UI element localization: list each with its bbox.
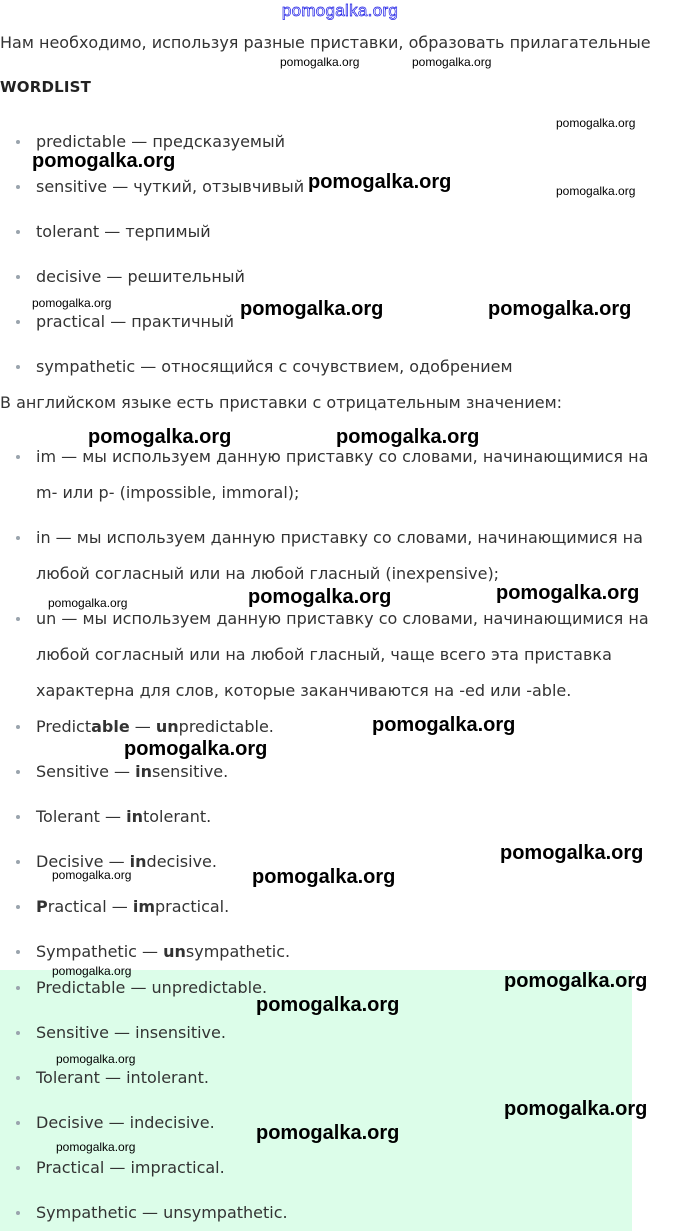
bullet-icon [16, 770, 20, 774]
bullet-icon [16, 860, 20, 864]
watermark: pomogalka.org [372, 714, 516, 736]
watermark: pomogalka.org [88, 426, 232, 448]
bullet-icon [16, 815, 20, 819]
watermark: pomogalka.org [252, 866, 396, 888]
watermark: pomogalka.org [32, 150, 176, 172]
watermark: pomogalka.org [496, 582, 640, 604]
bullet-icon [16, 1076, 20, 1080]
bullet-icon [16, 320, 20, 324]
wordlist-item: predictable — предсказуемый [16, 124, 666, 160]
watermark: pomogalka.org [504, 970, 648, 992]
answer-item: Practical — impractical. [16, 1150, 666, 1186]
watermark: pomogalka.org [412, 55, 492, 69]
bullet-icon [16, 1121, 20, 1125]
site-title[interactable]: pomogalka.org [281, 1, 399, 20]
bullet-icon [16, 275, 20, 279]
watermark: pomogalka.org [240, 298, 384, 320]
bullet-icon [16, 185, 20, 189]
answer-item: Tolerant — intolerant. [16, 1060, 666, 1096]
answer-item: Sensitive — insensitive. [16, 1015, 666, 1051]
watermark: pomogalka.org [256, 994, 400, 1016]
example-item: Decisive — indecisive. [16, 844, 666, 880]
bullet-icon [16, 1211, 20, 1215]
bullet-icon [16, 905, 20, 909]
watermark: pomogalka.org [48, 596, 128, 610]
watermark: pomogalka.org [556, 116, 636, 130]
bullet-icon [16, 725, 20, 729]
example-item: Practical — impractical. [16, 889, 666, 925]
prefix-item-in: in — мы используем данную приставку со словами, начинающимися на любой согласный или на любой гласный (inexpensive); [16, 520, 666, 592]
example-item: Tolerant — intolerant. [16, 799, 666, 835]
watermark: pomogalka.org [32, 296, 112, 310]
watermark: pomogalka.org [52, 868, 132, 882]
bullet-icon [16, 365, 20, 369]
wordlist-item: decisive — решительный [16, 259, 666, 295]
example-item: Predictable — unpredictable. [16, 709, 666, 745]
watermark: pomogalka.org [256, 1122, 400, 1144]
bullet-icon [16, 617, 20, 621]
watermark: pomogalka.org [336, 426, 480, 448]
answer-item: Decisive — indecisive. [16, 1105, 666, 1141]
wordlist-item: practical — практичный [16, 304, 666, 340]
prefix-item-un: un — мы используем данную приставку со словами, начинающимися на любой согласный или на любой гласный, чаще всего эта приставка характерна для слов, которые заканчиваются на -ed или -able. [16, 601, 666, 709]
wordlist-item: sensitive — чуткий, отзывчивый [16, 169, 666, 205]
watermark: pomogalka.org [280, 55, 360, 69]
wordlist-heading: WORDLIST [0, 78, 92, 96]
intro-text: Нам необходимо, используя разные приставки, образовать прилагательные [0, 33, 651, 52]
watermark: pomogalka.org [488, 298, 632, 320]
watermark: pomogalka.org [248, 586, 392, 608]
watermark: pomogalka.org [56, 1140, 136, 1154]
watermark: pomogalka.org [504, 1098, 648, 1120]
watermark: pomogalka.org [500, 842, 644, 864]
watermark: pomogalka.org [124, 738, 268, 760]
bullet-icon [16, 986, 20, 990]
bullet-icon [16, 455, 20, 459]
bullet-icon [16, 950, 20, 954]
bullet-icon [16, 1031, 20, 1035]
bullet-icon [16, 536, 20, 540]
wordlist-item: sympathetic — относящийся с сочувствием, одобрением [16, 349, 666, 385]
bullet-icon [16, 1166, 20, 1170]
wordlist-item: tolerant — терпимый [16, 214, 666, 250]
watermark: pomogalka.org [308, 171, 452, 193]
example-item: Sensitive — insensitive. [16, 754, 666, 790]
answer-item: Sympathetic — unsympathetic. [16, 1195, 666, 1231]
watermark: pomogalka.org [56, 1052, 136, 1066]
watermark: pomogalka.org [556, 184, 636, 198]
answer-item: Predictable — unpredictable. [16, 970, 666, 1006]
watermark: pomogalka.org [52, 964, 132, 978]
example-item: Sympathetic — unsympathetic. [16, 934, 666, 970]
prefix-item-im: im — мы используем данную приставку со словами, начинающимися на m- или p- (impossible, immoral); [16, 439, 666, 511]
prefix-intro: В английском языке есть приставки с отрицательным значением: [0, 393, 563, 412]
bullet-icon [16, 140, 20, 144]
bullet-icon [16, 230, 20, 234]
